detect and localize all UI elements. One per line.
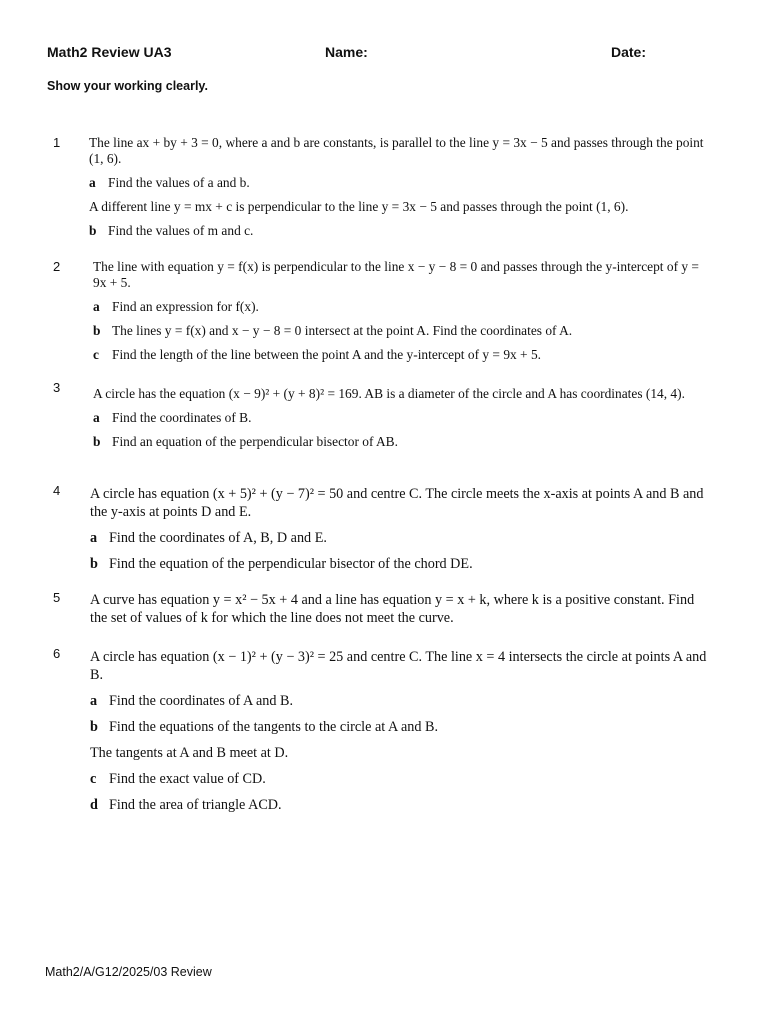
question-part bbox=[90, 770, 710, 788]
part-text: Find the coordinates of A and B. bbox=[109, 693, 294, 709]
part-label: c bbox=[90, 771, 97, 787]
question-number: 5 bbox=[53, 590, 61, 605]
question-5 bbox=[90, 591, 710, 627]
part-label: a bbox=[90, 530, 98, 546]
part-text: Find the coordinates of B. bbox=[112, 410, 252, 425]
part-label: b bbox=[89, 223, 97, 238]
part-label: a bbox=[93, 410, 100, 425]
question-note: A different line y = mx + c is perpendicular to the line y = 3x − 5 and passes through the point (1, 6). bbox=[89, 199, 629, 214]
question-text: A circle has equation (x + 5)² + (y − 7)² = 50 and centre C. The circle meets the x-axis at points A and B and the y-axis at points D and E. bbox=[90, 486, 704, 520]
question-part bbox=[93, 410, 713, 426]
worksheet-title: Math2 Review UA3 bbox=[47, 44, 172, 60]
part-text: Find the length of the line between the point A and the y-intercept of y = 9x + 5. bbox=[112, 347, 542, 362]
question-part bbox=[90, 555, 710, 573]
question-text: A curve has equation y = x² − 5x + 4 and a line has equation y = x + k, where k is a positive constant. Find the set of values of k for which the line does not meet the curve. bbox=[90, 592, 695, 626]
question-6 bbox=[90, 648, 710, 814]
question-part bbox=[93, 323, 713, 339]
part-text: Find the values of m and c. bbox=[108, 223, 254, 238]
part-label: c bbox=[93, 347, 99, 362]
question-part bbox=[90, 718, 710, 736]
question-number: 2 bbox=[53, 259, 61, 274]
part-text: Find the equations of the tangents to the circle at A and B. bbox=[109, 719, 438, 735]
instruction: Show your working clearly. bbox=[47, 79, 208, 93]
date-label: Date: bbox=[611, 44, 647, 60]
question-part bbox=[90, 796, 710, 814]
part-label: b bbox=[93, 434, 101, 449]
question-part bbox=[93, 299, 713, 315]
question-1 bbox=[89, 135, 709, 239]
part-label: a bbox=[90, 693, 98, 709]
question-text: A circle has equation (x − 1)² + (y − 3)² = 25 and centre C. The line x = 4 intersects the circle at points A and B. bbox=[90, 649, 707, 683]
part-label: a bbox=[93, 299, 100, 314]
part-text: Find the equation of the perpendicular bisector of the chord DE. bbox=[109, 556, 473, 572]
question-part bbox=[90, 692, 710, 710]
question-3 bbox=[93, 386, 713, 450]
part-label: b bbox=[90, 556, 98, 572]
part-text: Find the area of triangle ACD. bbox=[109, 797, 282, 813]
part-label: d bbox=[90, 797, 98, 813]
part-text: Find the exact value of CD. bbox=[109, 771, 266, 787]
part-text: Find the coordinates of A, B, D and E. bbox=[109, 530, 327, 546]
question-part bbox=[93, 347, 713, 363]
question-number: 6 bbox=[53, 646, 61, 661]
part-text: The lines y = f(x) and x − y − 8 = 0 intersect at the point A. Find the coordinates of A. bbox=[112, 323, 573, 338]
part-text: Find the values of a and b. bbox=[108, 175, 250, 190]
question-number: 4 bbox=[53, 483, 61, 498]
question-part bbox=[93, 434, 713, 450]
question-part bbox=[90, 529, 710, 547]
question-text: The line ax + by + 3 = 0, where a and b are constants, is parallel to the line y = 3x − 5 and passes through the point (1, 6). bbox=[89, 135, 704, 166]
question-part bbox=[89, 223, 709, 239]
page-footer: Math2/A/G12/2025/03 Review bbox=[45, 965, 212, 979]
part-text: Find an equation of the perpendicular bisector of AB. bbox=[112, 434, 398, 449]
question-part bbox=[89, 175, 709, 191]
question-4 bbox=[90, 485, 710, 573]
question-number: 1 bbox=[53, 135, 61, 150]
part-label: a bbox=[89, 175, 96, 190]
question-2 bbox=[93, 259, 713, 363]
part-text: Find an expression for f(x). bbox=[112, 299, 259, 314]
question-note: The tangents at A and B meet at D. bbox=[90, 745, 289, 761]
part-label: b bbox=[90, 719, 98, 735]
question-text: The line with equation y = f(x) is perpendicular to the line x − y − 8 = 0 and passes through the y-intercept of y = 9x + 5. bbox=[93, 259, 699, 290]
question-number: 3 bbox=[53, 380, 61, 395]
question-text: A circle has the equation (x − 9)² + (y + 8)² = 169. AB is a diameter of the circle and A has coordinates (14, 4). bbox=[93, 386, 685, 401]
part-label: b bbox=[93, 323, 101, 338]
name-label: Name: bbox=[325, 44, 368, 60]
